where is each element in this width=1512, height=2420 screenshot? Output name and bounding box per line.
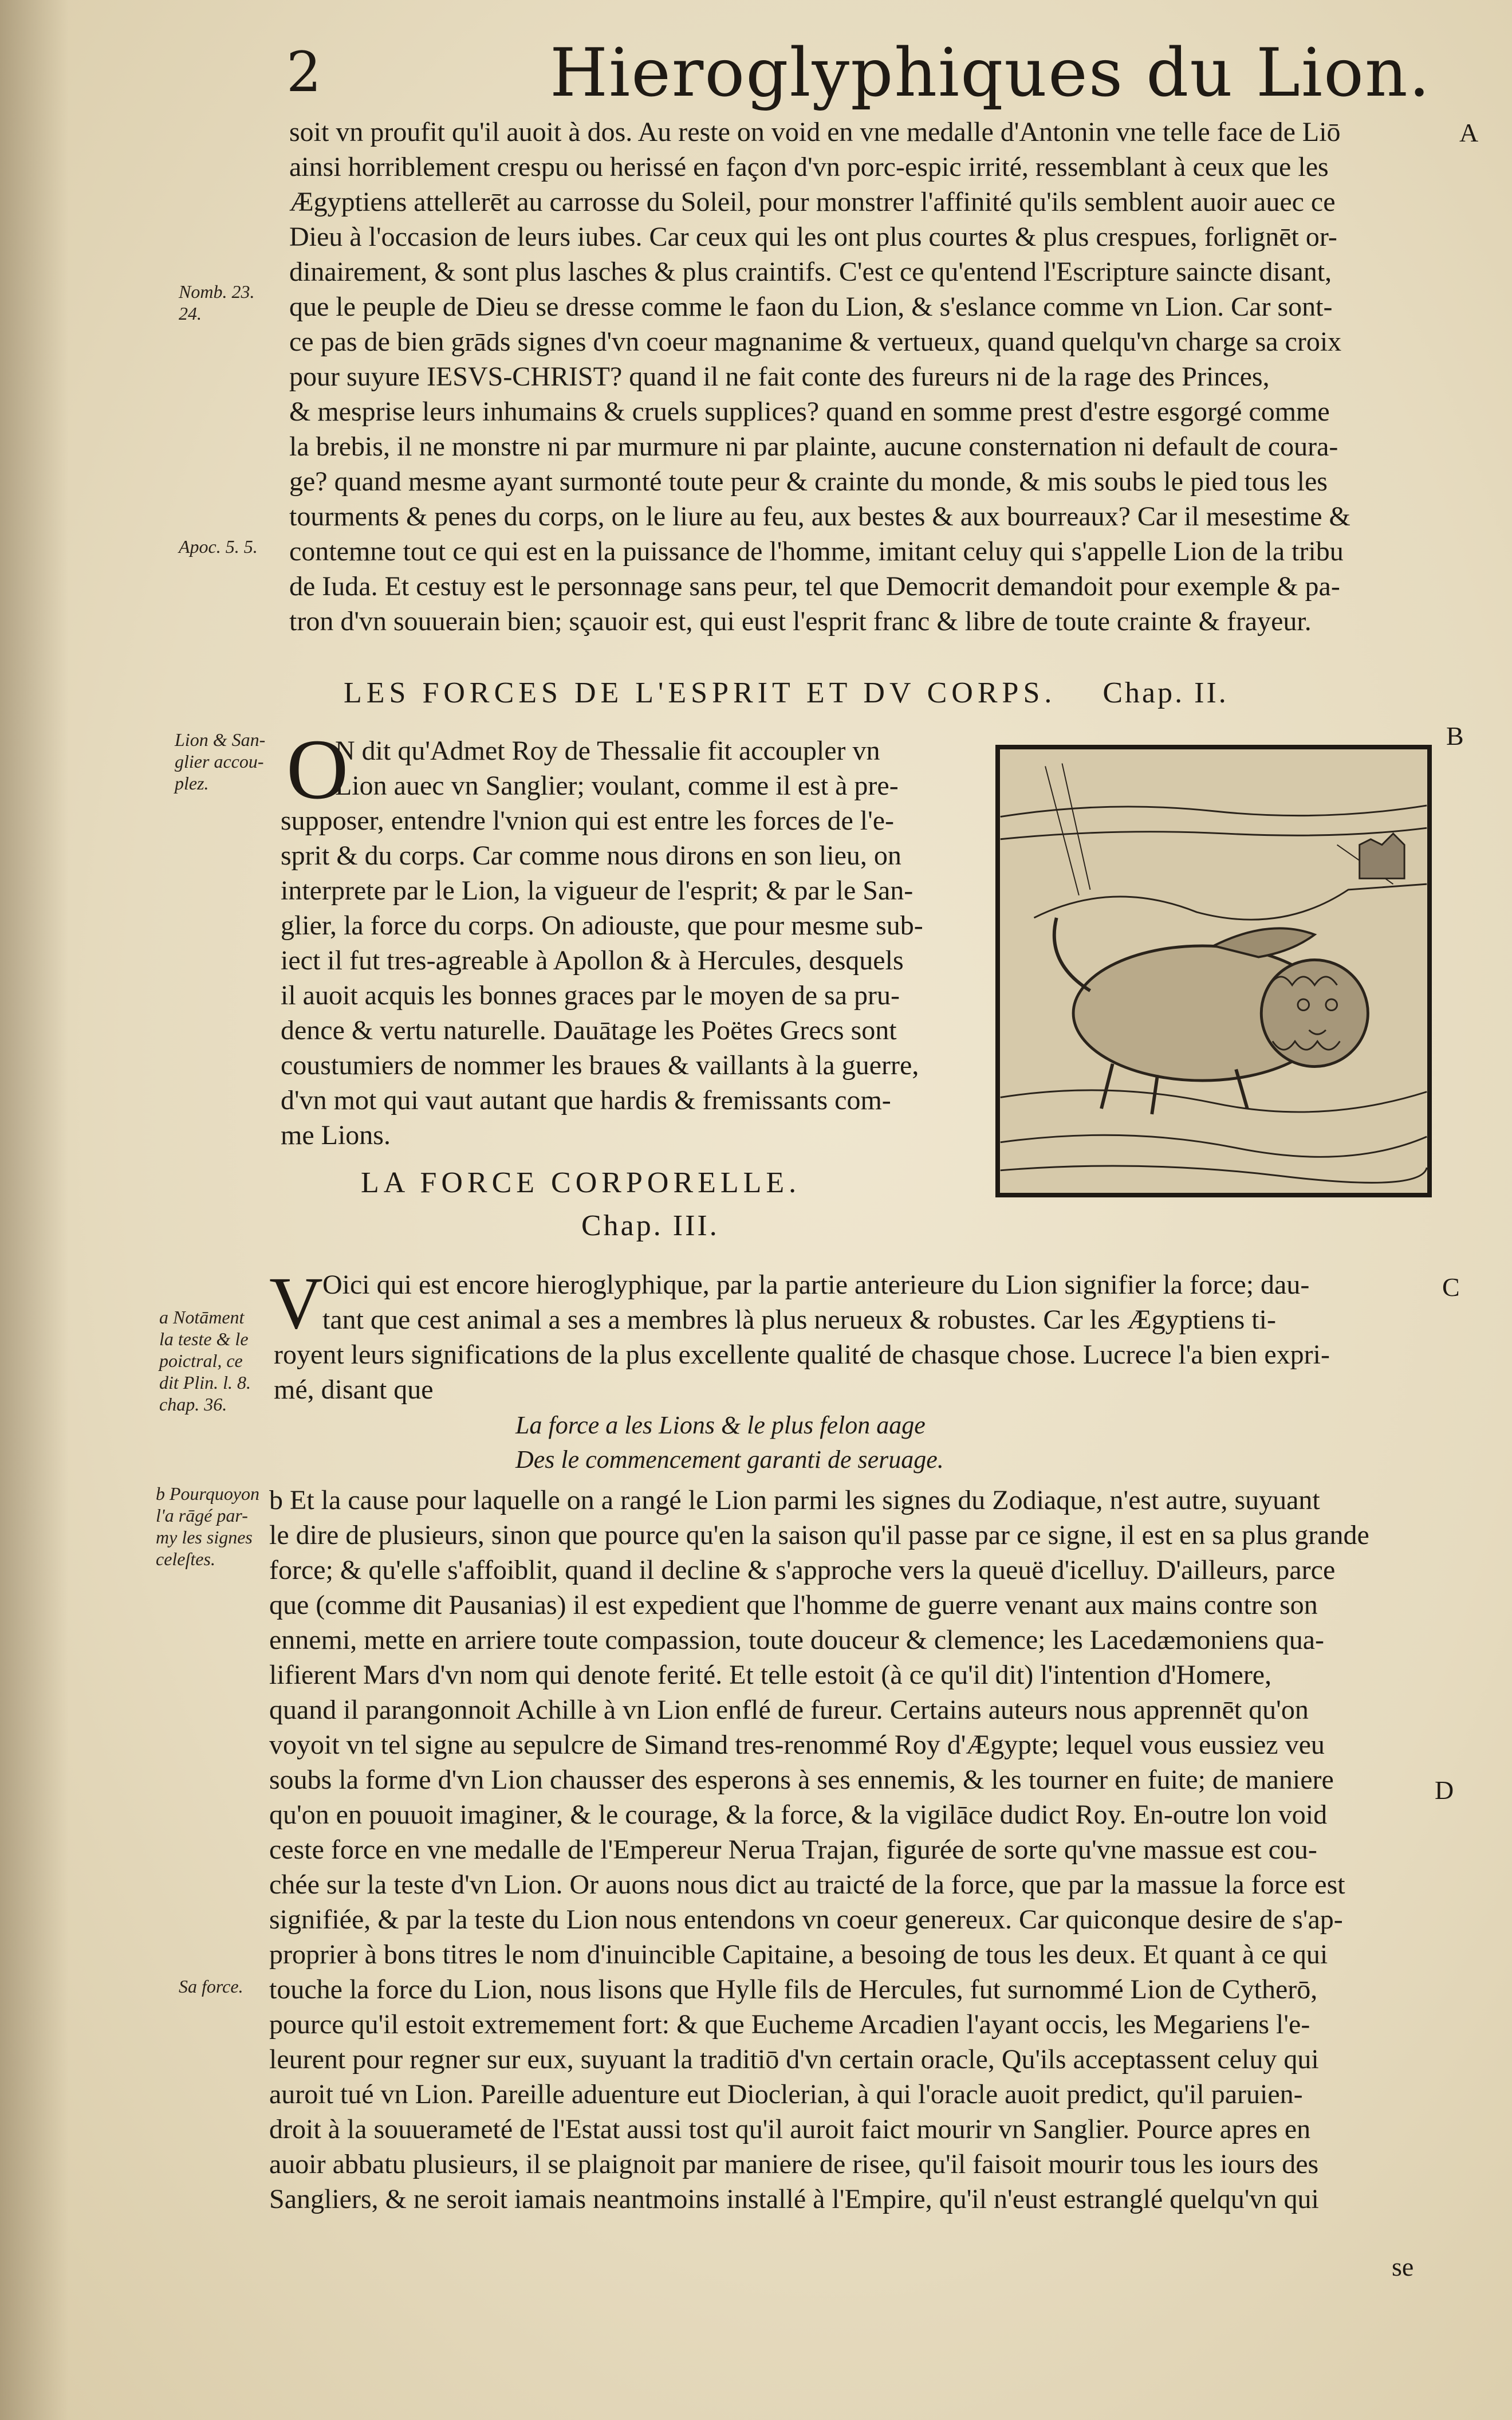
chapter3-number: Chap. III.	[581, 1209, 719, 1242]
running-title: Hieroglyphiques du Lion.	[550, 34, 1431, 112]
chapter3-continued-line: chée sur la teste d'vn Lion. Or auons nous dict au traicté de la force, que par la massue la force est	[269, 1869, 1345, 1900]
section1-line: soit vn proufit qu'il auoit à dos. Au reste on void en vne medalle d'Antonin vne telle face de Liō	[289, 117, 1341, 147]
chapter3-continued-line: quand il parangonnoit Achille à vn Lion enflé de fureur. Certains auteurs nous apprennēt qu'on	[269, 1695, 1309, 1725]
chapter3-continued-line: lifierent Mars d'vn nom qui denote ferité. Et telle estoit (à ce qu'il dit) l'intention d'Homere,	[269, 1660, 1272, 1690]
chapter3-text-continued	[269, 1483, 1432, 2217]
chapter2-drop-cap: O	[286, 722, 349, 817]
page-header	[0, 34, 1512, 115]
verse-line-2: Des le commencement garanti de seruage.	[515, 1445, 944, 1474]
chapter3-line: mé, disant que	[274, 1374, 434, 1405]
chapter3-text	[274, 1267, 1454, 1407]
section1-line: & mesprise leurs inhumains & cruels supplices? quand en somme prest d'estre esgorgé comme	[289, 396, 1330, 427]
section1-line: de Iuda. Et cestuy est le personnage sans peur, tel que Democrit demandoit pour exemple & pa-	[289, 571, 1340, 602]
chapter3-continued-line: pource qu'il estoit extremement fort: & que Eucheme Arcadien l'ayant occis, les Megariens l'e-	[269, 2009, 1310, 2040]
chapter2-line: me Lions.	[281, 1120, 391, 1150]
chapter3-continued-line: soubs la forme d'vn Lion chausser des esperons à ses ennemis, & les tourner en fuite; de maniere	[269, 1765, 1334, 1795]
chapter3-continued-line: ceste force en vne medalle de l'Empereur Nerua Trajan, figurée de sorte qu'vne massue est cou-	[269, 1834, 1317, 1865]
chapter3-continued-line: proprier à bons titres le nom d'inuincible Capitaine, a besoing de tous les deux. Et quant à ce qui	[269, 1939, 1328, 1970]
section1-line: ce pas de bien grāds signes d'vn coeur magnanime & vertueux, quand quelqu'vn charge sa croix	[289, 327, 1342, 357]
section1-line: ge? quand mesme ayant surmonté toute peur & crainte du monde, & mis soubs le pied tous les	[289, 466, 1328, 497]
chapter3-continued-line: force; & qu'elle s'affoiblit, quand il decline & s'approche vers la queuë d'icelluy. D'ailleurs, parce	[269, 1555, 1336, 1585]
chapter2-line: sprit & du corps. Car comme nous dirons en son lieu, on	[281, 840, 901, 871]
chapter3-continued-line: Sangliers, & ne seroit iamais neantmoins installé à l'Empire, qu'il n'eust estranglé quelqu'vn qui	[269, 2184, 1319, 2214]
chapter3-continued-line: touche la force du Lion, nous lisons que Hylle fils de Hercules, fut surnommé Lion de Cytherō,	[269, 1974, 1318, 2005]
side-letter-b: B	[1446, 721, 1464, 751]
chapter3-continued-line: que (comme dit Pausanias) il est expedient que l'homme de guerre venant aux mains contre son	[269, 1590, 1318, 1620]
section1-line: dinairement, & sont plus lasches & plus craintifs. C'est ce qu'entend l'Escripture saincte disant,	[289, 257, 1332, 287]
woodcut-illustration	[1000, 749, 1427, 1193]
section1-line: Ægyptiens attellerēt au carrosse du Soleil, pour monstrer l'affinité qu'ils semblent auoir auec ce	[289, 187, 1336, 217]
margin-note-nombres: Nomb. 23. 24.	[179, 281, 255, 324]
chapter3-continued-line: leurent pour regner sur eux, suyuant la traditiō d'vn certain oracle, Qu'ils acceptassent celuy qui	[269, 2044, 1319, 2075]
chapter3-continued-line: auroit tué vn Lion. Pareille aduenture eut Dioclerian, à qui l'oracle auoit predict, qu'il paruien-	[269, 2079, 1303, 2109]
chapter3-line: royent leurs significations de la plus excellente qualité de chasque chose. Lucrece l'a bien expri-	[274, 1339, 1330, 1370]
chapter2-number: Chap. II.	[1102, 677, 1228, 709]
lucretius-verse	[515, 1408, 944, 1477]
chapter2-line: supposer, entendre l'vnion qui est entre les forces de l'e-	[281, 806, 895, 836]
chapter3-line: Oici qui est encore hieroglyphique, par la partie anterieure du Lion signifier la force; dau-	[322, 1270, 1310, 1300]
chapter2-line: Lion auec vn Sanglier; voulant, comme il est à pre-	[335, 771, 899, 801]
chapter2-line: N dit qu'Admet Roy de Thessalie fit accoupler vn	[335, 736, 880, 766]
chapter2-heading	[344, 676, 1228, 710]
chapter3-continued-line: voyoit vn tel signe au sepulcre de Simand tres-renommé Roy d'Ægypte; lequel vous eussiez veu	[269, 1730, 1325, 1760]
verse-line-1: La force a les Lions & le plus felon aage	[515, 1411, 926, 1439]
gutter-shadow	[0, 0, 69, 2420]
margin-note-notamment: a Notāment la teste & le poictral, ce dit Plin. l. 8. chap. 36.	[159, 1307, 251, 1415]
side-letter-a: A	[1459, 118, 1479, 147]
chapter2-line: iect il fut tres-agreable à Apollon & à Hercules, desquels	[281, 945, 904, 976]
margin-note-pourquoy: b Pourquoyon l'a rāgé par- my les signes celeſtes.	[156, 1483, 260, 1569]
section1-line: que le peuple de Dieu se dresse comme le faon du Lion, & s'eslance comme vn Lion. Car sont-	[289, 292, 1333, 322]
margin-note-sa-force: Sa force.	[179, 1976, 243, 1997]
section1-line: Dieu à l'occasion de leurs iubes. Car ceux qui les ont plus courtes & plus crespues, forlignēt or-	[289, 222, 1337, 252]
section1-line: pour suyure IESVS-CHRIST? quand il ne fait conte des fureurs ni de la rage des Princes,	[289, 362, 1270, 392]
chapter2-line: glier, la force du corps. On adiouste, que pour mesme sub-	[281, 910, 923, 941]
chapter2-title: LES FORCES DE L'ESPRIT ET DV CORPS.	[344, 677, 1057, 709]
section1-line: tron d'vn souuerain bien; sçauoir est, qui eust l'esprit franc & libre de toute crainte & frayeur.	[289, 606, 1312, 637]
chapter3-continued-line: le dire de plusieurs, sinon que pource qu'en la saison qu'il passe par ce signe, il est en sa plus grande	[269, 1520, 1369, 1550]
chapter2-line: dence & vertu naturelle. Dauātage les Poëtes Grecs sont	[281, 1015, 897, 1046]
chapter2-line: d'vn mot qui vaut autant que hardis & fremissants com-	[281, 1085, 891, 1115]
chapter3-continued-line: droit à la souuerameté de l'Estat aussi tost qu'il auroit faict mourir vn Sanglier. Pource apres en	[269, 2114, 1311, 2144]
lion-boar-woodcut	[995, 745, 1432, 1197]
chapter3-line: tant que cest animal a ses a membres là plus nerueux & robustes. Car les Ægyptiens ti-	[322, 1305, 1276, 1335]
chapter3-heading: LA FORCE CORPORELLE.	[361, 1166, 801, 1199]
side-letter-c: C	[1442, 1272, 1460, 1302]
chapter3-continued-line: ennemi, mette en arriere toute compassion, toute douceur & clemence; les Lacedæmoniens qua-	[269, 1625, 1324, 1655]
chapter2-line: il auoit acquis les bonnes graces par le moyen de sa pru-	[281, 980, 900, 1011]
margin-note-apocalypse: Apoc. 5. 5.	[179, 536, 258, 557]
side-letter-d: D	[1435, 1775, 1454, 1805]
section1-line: tourments & penes du corps, on le liure au feu, aux bestes & aux bourreaux? Car il mesestime &	[289, 501, 1350, 532]
section1-line: ainsi horriblement crespu ou herissé en façon d'vn porc-espic irrité, ressemblant à ceux que les	[289, 152, 1329, 182]
chapter2-line: interprete par le Lion, la vigueur de l'esprit; & par le San-	[281, 875, 914, 906]
section1-line: la brebis, il ne monstre ni par murmure ni par plainte, aucune consternation ni default de coura-	[289, 431, 1338, 462]
chapter2-text	[281, 733, 974, 1153]
chapter3-continued-line: auoir abbatu plusieurs, il se plaignoit par maniere de risee, qu'il faisoit mourir tous les iours des	[269, 2149, 1319, 2179]
margin-note-lion-sanglier: Lion & San- glier accou- plez.	[175, 729, 266, 793]
chapter3-continued-line: b Et la cause pour laquelle on a rangé le Lion parmi les signes du Zodiaque, n'est autre, suyuant	[269, 1485, 1320, 1515]
chapter3-drop-cap: V	[269, 1262, 323, 1345]
chapter3-continued-line: qu'on en pouuoit imaginer, & le courage, & la force, & la vigilāce dudict Roy. En-outre lon void	[269, 1800, 1328, 1830]
catchword: se	[1392, 2252, 1414, 2281]
section1-line: contemne tout ce qui est en la puissance de l'homme, imitant celuy qui s'appelle Lion de la tribu	[289, 536, 1344, 567]
section1-text	[289, 115, 1452, 639]
folio-number: 2	[286, 40, 322, 104]
chapter3-continued-line: signifiée, & par la teste du Lion nous entendons vn coeur genereux. Car quiconque desire de s'ap-	[269, 1904, 1343, 1935]
chapter2-line: coustumiers de nommer les braues & vaillants à la guerre,	[281, 1050, 919, 1081]
